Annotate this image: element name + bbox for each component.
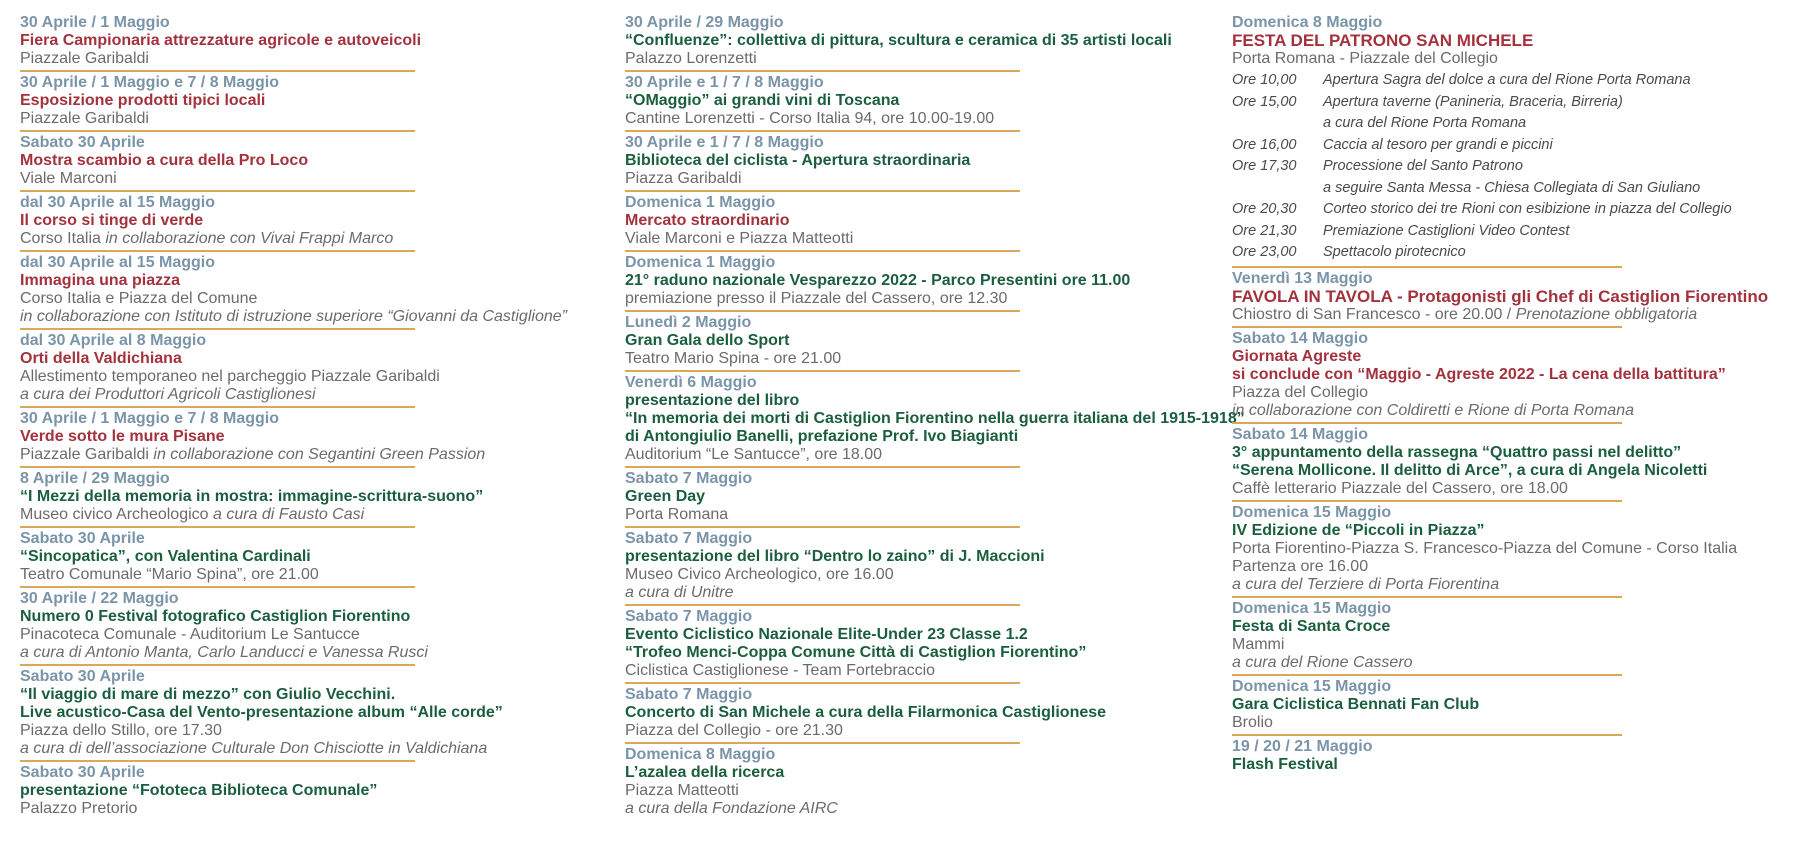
event-date: dal 30 Aprile al 15 Maggio (20, 194, 216, 211)
event-detail (625, 782, 1225, 800)
event-title: di Antongiulio Banelli, prefazione Prof. Ivo Biagianti (625, 428, 1019, 445)
event-date: Domenica 15 Maggio (1232, 599, 1392, 617)
event-entry (20, 134, 415, 192)
event-detail (20, 722, 415, 740)
event-detail (1232, 576, 1622, 594)
column-middle (625, 14, 1245, 822)
event-date: 30 Aprile e 1 / 7 / 8 Maggio (625, 134, 824, 151)
event-detail (625, 662, 1020, 680)
detail-italic: a cura del Terziere di Porta Fiorentina (1232, 575, 1500, 593)
event-date: Domenica 1 Maggio (625, 254, 776, 271)
event-title: Mostra scambio a cura della Pro Loco (20, 152, 309, 169)
event-date: Domenica 8 Maggio (1232, 14, 1383, 31)
detail-text: Mammi (1232, 635, 1285, 653)
event-entry (625, 374, 1245, 468)
event-detail (1232, 401, 1634, 420)
event-entry (20, 530, 415, 588)
event-detail (625, 722, 1020, 740)
detail-text: Piazzale Garibaldi (20, 446, 154, 463)
schedule-text: a seguire Santa Messa - Chiesa Collegiata di San Giuliano (1323, 179, 1701, 196)
event-date: Sabato 14 Maggio (1232, 329, 1369, 347)
event-entry (625, 254, 1131, 312)
event-date: 8 Aprile / 29 Maggio (20, 470, 170, 487)
schedule-text: Processione del Santo Patrono (1323, 158, 1523, 174)
event-detail (1232, 714, 1622, 732)
event-entry (20, 14, 422, 72)
event-entry (1232, 425, 1708, 502)
event-title: FAVOLA IN TAVOLA - Protagonisti gli Chef di Castiglion Fiorentino (1232, 286, 1769, 306)
event-title: Esposizione prodotti tipici locali (20, 92, 266, 109)
event-date: Sabato 7 Maggio (625, 608, 753, 625)
event-date: Sabato 30 Aprile (20, 764, 145, 781)
detail-italic: in collaborazione con Segantini Green Passion (153, 446, 486, 463)
event-entry (1232, 503, 1738, 598)
event-title: Orti della Valdichiana (20, 350, 182, 367)
detail-text: Pinacoteca Comunale - Auditorium Le Santucce (20, 626, 360, 643)
event-date: Sabato 14 Maggio (1232, 425, 1369, 443)
event-title: Numero 0 Festival fotografico Castiglion Fiorentino (20, 608, 411, 625)
detail-italic: a cura di dell’associazione Culturale Don Chisciotte in Valdichiana (20, 740, 488, 757)
detail-text: Piazza Matteotti (625, 782, 739, 799)
event-date: 30 Aprile / 1 Maggio (20, 14, 170, 31)
schedule-time: Ore 23,00 (1232, 244, 1297, 260)
event-entry (1232, 600, 1622, 676)
event-entry (625, 608, 1087, 684)
schedule-time: Ore 17,30 (1232, 158, 1297, 174)
event-title: “I Mezzi della memoria in mostra: immagine-scrittura-suono” (20, 488, 484, 505)
event-detail (20, 446, 486, 464)
event-entry (20, 590, 428, 666)
event-entry (1232, 269, 1769, 328)
event-detail (625, 290, 1020, 308)
event-detail (20, 110, 415, 128)
event-entry (625, 74, 1020, 132)
detail-text: Museo civico Archeologico (20, 506, 213, 523)
event-entry (20, 764, 600, 820)
event-detail (625, 446, 1020, 464)
event-entry (625, 314, 1020, 372)
detail-text: Viale Marconi e Piazza Matteotti (625, 230, 854, 247)
event-detail (20, 566, 415, 584)
event-entry (20, 410, 486, 468)
event-place: Porta Romana - Piazzale del Collegio (1232, 50, 1498, 67)
schedule-time: Ore 16,00 (1232, 136, 1297, 153)
schedule-row (1232, 92, 1622, 114)
event-entry (20, 332, 440, 408)
schedule-text: a cura del Rione Porta Romana (1323, 115, 1527, 131)
schedule-time (1232, 113, 1323, 135)
detail-text: Caffè letterario Piazzale del Cassero, ore 18.00 (1232, 479, 1568, 497)
event-title: Il corso si tinge di verde (20, 212, 204, 229)
detail-text: Piazza dello Stillo, ore 17.30 (20, 722, 222, 739)
event-entry (625, 14, 1172, 72)
event-title: “Sincopatica”, con Valentina Cardinali (20, 548, 311, 565)
schedule-time: Ore 10,00 (1232, 72, 1297, 88)
event-title: IV Edizione de “Piccoli in Piazza” (1232, 521, 1485, 539)
event-title: Gran Gala dello Sport (625, 332, 790, 349)
event-title: si conclude con “Maggio - Agreste 2022 - La cena della battitura” (1232, 365, 1726, 383)
column-right (1232, 14, 1792, 778)
detail-text: Piazza del Collegio (1232, 383, 1369, 401)
event-date: Domenica 1 Maggio (625, 194, 776, 211)
detail-text: Museo Civico Archeologico, ore 16.00 (625, 566, 894, 583)
detail-italic: a cura della Fondazione AIRC (625, 800, 838, 817)
detail-text: Auditorium “Le Santucce”, ore 18.00 (625, 446, 883, 463)
event-detail (1232, 384, 1622, 402)
event-schedule (1232, 70, 1732, 264)
detail-text: premiazione presso il Piazzale del Cassero, ore 12.30 (625, 290, 1008, 307)
event-date: Venerdì 6 Maggio (625, 374, 757, 391)
event-date: 30 Aprile / 1 Maggio e 7 / 8 Maggio (20, 74, 280, 91)
event-title: 3° appuntamento della rassegna “Quattro passi nel delitto” (1232, 443, 1682, 461)
event-detail (625, 50, 1020, 68)
event-entry (625, 746, 1225, 820)
event-date: Lunedì 2 Maggio (625, 314, 752, 331)
detail-text: Porta Romana (625, 506, 729, 523)
detail-italic: a cura di Unitre (625, 584, 734, 601)
event-title: presentazione “Fototeca Biblioteca Comunale” (20, 782, 378, 799)
event-title: Green Day (625, 488, 706, 505)
event-title: Evento Ciclistico Nazionale Elite-Under 23 Classe 1.2 (625, 626, 1028, 643)
detail-text: Piazzale Garibaldi (20, 110, 149, 127)
event-detail (20, 740, 488, 758)
schedule-row (1232, 113, 1622, 135)
detail-text: Corso Italia e Piazza del Comune (20, 290, 258, 307)
event-detail (625, 170, 1020, 188)
event-date: Domenica 15 Maggio (1232, 677, 1392, 695)
event-date: Sabato 30 Aprile (20, 134, 145, 151)
schedule-row (1232, 70, 1691, 92)
schedule-row (1232, 156, 1622, 178)
column-left (20, 14, 600, 822)
event-date: 30 Aprile / 22 Maggio (20, 590, 179, 607)
event-title: Fiera Campionaria attrezzature agricole e autoveicoli (20, 32, 422, 49)
event-date: Sabato 7 Maggio (625, 530, 753, 547)
event-detail (625, 110, 1020, 128)
event-title: Giornata Agreste (1232, 347, 1362, 365)
detail-italic: a cura di Antonio Manta, Carlo Landucci e Vanessa Rusci (20, 644, 428, 661)
detail-text: Corso Italia (20, 230, 106, 247)
schedule-row (1232, 242, 1622, 264)
event-date: Venerdì 13 Maggio (1232, 269, 1373, 287)
event-title: presentazione del libro “Dentro lo zaino” di J. Maccioni (625, 548, 1045, 565)
event-entry (625, 686, 1107, 744)
event-detail (1232, 654, 1622, 672)
event-entry (20, 668, 503, 762)
detail-italic: a cura di Fausto Casi (212, 506, 365, 523)
event-title: Live acustico-Casa del Vento-presentazione album “Alle corde” (20, 704, 503, 721)
event-entry (1232, 678, 1622, 736)
event-entry (625, 134, 1020, 192)
event-date: 19 / 20 / 21 Maggio (1232, 737, 1373, 755)
schedule-time (1232, 178, 1323, 200)
event-detail (20, 170, 415, 188)
detail-italic: a cura del Rione Cassero (1232, 653, 1413, 671)
event-date: 30 Aprile e 1 / 7 / 8 Maggio (625, 74, 824, 91)
detail-text: Cantine Lorenzetti - Corso Italia 94, ore 10.00-19.00 (625, 110, 995, 127)
event-title: “Il viaggio di mare di mezzo” con Giulio Vecchini. (20, 686, 396, 703)
event-detail (20, 290, 415, 308)
event-patrono (1232, 14, 1732, 268)
detail-text: Porta Fiorentino-Piazza S. Francesco-Piazza del Comune - Corso Italia (1232, 539, 1738, 557)
detail-text: Ciclistica Castiglionese - Team Fortebraccio (625, 662, 936, 679)
event-detail (1232, 480, 1622, 498)
detail-italic: in collaborazione con Coldiretti e Rione di Porta Romana (1232, 401, 1634, 419)
event-date: dal 30 Aprile al 8 Maggio (20, 332, 207, 349)
event-entry (20, 194, 415, 252)
event-entry (20, 470, 484, 528)
event-date: Sabato 7 Maggio (625, 686, 753, 703)
event-detail (1232, 558, 1622, 576)
schedule-text: Spettacolo pirotecnico (1323, 244, 1466, 260)
detail-text: Piazza Garibaldi (625, 170, 742, 187)
event-detail (625, 506, 1020, 524)
schedule-text: Caccia al tesoro per grandi e piccini (1323, 136, 1553, 153)
schedule-text: Corteo storico dei tre Rioni con esibizione in piazza del Collegio (1323, 201, 1732, 217)
detail-italic: a cura dei Produttori Agricoli Castiglionesi (20, 386, 316, 403)
event-detail (20, 644, 428, 662)
schedule-time: Ore 15,00 (1232, 93, 1297, 110)
schedule-row (1232, 221, 1622, 243)
event-title: FESTA DEL PATRONO SAN MICHELE (1232, 31, 1534, 50)
event-title: Flash Festival (1232, 755, 1338, 773)
detail-text: Teatro Comunale “Mario Spina”, ore 21.00 (20, 566, 319, 583)
event-detail (20, 368, 440, 386)
event-entry (1232, 329, 1726, 424)
schedule-time: Ore 21,30 (1232, 222, 1297, 239)
event-entry (20, 254, 567, 330)
event-title: Mercato straordinario (625, 212, 790, 229)
event-title: L’azalea della ricerca (625, 764, 785, 781)
event-detail (625, 230, 1020, 248)
detail-text: Palazzo Pretorio (20, 800, 138, 817)
event-date: Sabato 30 Aprile (20, 668, 145, 685)
schedule-row (1232, 135, 1622, 157)
event-detail (625, 800, 1225, 818)
event-detail (625, 566, 1020, 584)
detail-italic: in collaborazione con Vivai Frappi Marco (105, 230, 394, 247)
event-title: “In memoria dei morti di Castiglion Fiorentino nella guerra italiana del 1915-1918” (625, 410, 1245, 427)
detail-text: Piazza del Collegio - ore 21.30 (625, 722, 843, 739)
event-detail (1232, 305, 1698, 324)
event-detail (625, 350, 1020, 368)
detail-italic: in collaborazione con Istituto di istruzione superiore “Giovanni da Castiglione” (20, 308, 567, 325)
event-title: Gara Ciclistica Bennati Fan Club (1232, 695, 1480, 713)
detail-text: Teatro Mario Spina - ore 21.00 (625, 350, 842, 367)
event-date: dal 30 Aprile al 15 Maggio (20, 254, 216, 271)
event-title: Verde sotto le mura Pisane (20, 428, 225, 445)
event-title: Festa di Santa Croce (1232, 617, 1391, 635)
event-entry (625, 470, 1020, 528)
event-date: Sabato 30 Aprile (20, 530, 145, 547)
event-detail (20, 506, 415, 524)
event-date: 30 Aprile / 29 Maggio (625, 14, 784, 31)
event-title: 21° raduno nazionale Vesparezzo 2022 - Parco Presentini ore 11.00 (625, 272, 1131, 289)
event-detail (20, 308, 567, 326)
column-right-list (1232, 270, 1792, 776)
event-title: Concerto di San Michele a cura della Filarmonica Castiglionese (625, 704, 1107, 721)
detail-text: Palazzo Lorenzetti (625, 50, 757, 67)
detail-text: Piazzale Garibaldi (20, 50, 149, 67)
event-title: “Serena Mollicone. Il delitto di Arce”, a cura di Angela Nicoletti (1232, 461, 1708, 479)
event-title: “Trofeo Menci-Coppa Comune Città di Castiglion Fiorentino” (625, 644, 1087, 661)
event-date: 30 Aprile / 1 Maggio e 7 / 8 Maggio (20, 410, 280, 427)
event-date: Domenica 15 Maggio (1232, 503, 1392, 521)
event-detail (20, 386, 415, 404)
event-detail (625, 584, 1020, 602)
detail-text: Allestimento temporaneo nel parcheggio Piazzale Garibaldi (20, 368, 440, 385)
event-entry (625, 194, 1020, 252)
event-entry (625, 530, 1045, 606)
schedule-text: Premiazione Castiglioni Video Contest (1323, 222, 1570, 239)
detail-text: Chiostro di San Francesco - ore 20.00 / (1232, 305, 1516, 323)
event-title: Immagina una piazza (20, 272, 181, 289)
event-title: “OMaggio” ai grandi vini di Toscana (625, 92, 900, 109)
event-entry (20, 74, 415, 132)
event-detail (20, 50, 415, 68)
event-detail (20, 800, 600, 818)
event-detail (20, 230, 415, 248)
schedule-time: Ore 20,30 (1232, 201, 1297, 217)
event-detail (20, 626, 415, 644)
schedule-row (1232, 178, 1701, 200)
schedule-text: Apertura taverne (Panineria, Braceria, Birreria) (1323, 93, 1623, 110)
event-entry (1232, 738, 1792, 776)
event-date: Domenica 8 Maggio (625, 746, 776, 763)
schedule-text: Apertura Sagra del dolce a cura del Rione Porta Romana (1323, 72, 1691, 88)
schedule-row (1232, 199, 1732, 221)
detail-text: Viale Marconi (20, 170, 117, 187)
event-title: presentazione del libro (625, 392, 800, 409)
event-detail (1232, 539, 1738, 558)
event-title: “Confluenze”: collettiva di pittura, scultura e ceramica di 35 artisti locali (625, 32, 1172, 49)
detail-text: Brolio (1232, 713, 1273, 731)
detail-text: Partenza ore 16.00 (1232, 557, 1369, 575)
event-detail (1232, 636, 1622, 654)
event-title: Biblioteca del ciclista - Apertura straordinaria (625, 152, 971, 169)
detail-italic: Prenotazione obbligatoria (1515, 305, 1698, 323)
event-date: Sabato 7 Maggio (625, 470, 753, 487)
